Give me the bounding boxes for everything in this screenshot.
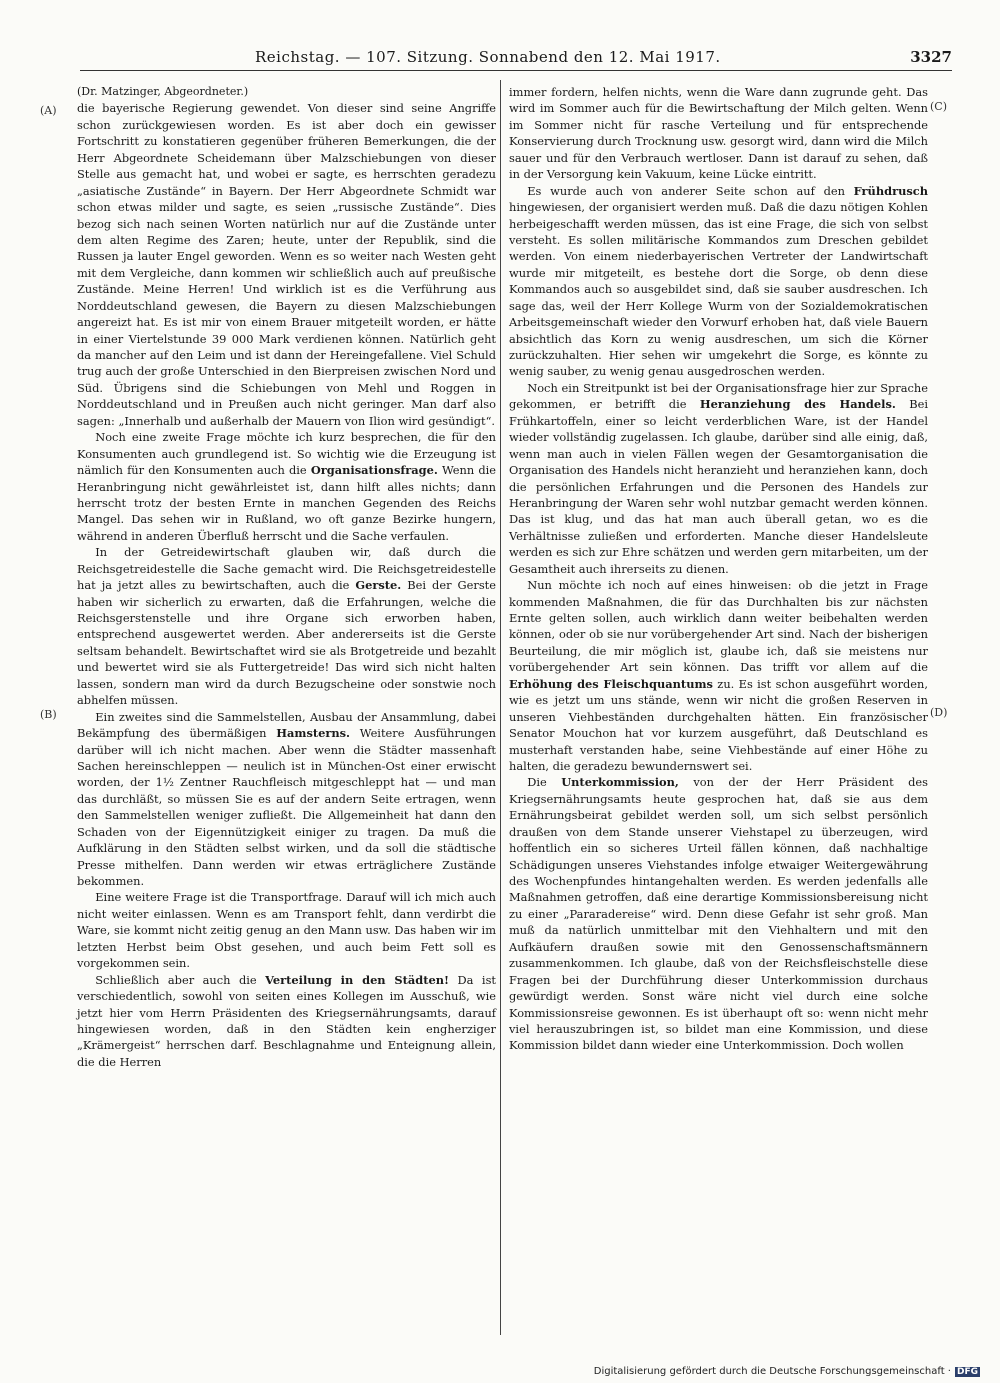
- dfg-logo: DFG: [956, 1367, 978, 1377]
- keyword-fleischquantum: Erhöhung des Fleischquantums: [509, 676, 713, 691]
- margin-mark-c: (C): [930, 100, 947, 113]
- column-divider: [500, 80, 501, 1335]
- paragraph: Noch eine zweite Frage möchte ich kurz besprechen, die für den Konsumenten auch grundlegend ist. So wichtig wie die Erzeugung ist nämlich für den Konsumenten auch die Organisationsfrage. Wenn die Heranbringung nicht gewährleistet ist, dann hilft alles nichts; dann herrscht trotz der besten Ernte in manchen Gegenden des Reichs Mangel. Das sehen wir in Rußland, wo oft ganze Bezirke hungern, während in anderen Überfluß herrscht und die Sache verfaulen.: [77, 430, 497, 543]
- paragraph: Ein zweites sind die Sammelstellen, Ausbau der Ansammlung, dabei Bekämpfung des übermäßigen Hamsterns. Weitere Ausführungen darüber will ich nicht machen. Aber wenn die Städter massenhaft Sachen hereinschleppen — neulich ist in München-Ost einer erwischt worden, der 1½ Zentner Rauchfleisch mitgeschleppt hat — und man das durchläßt, so müssen Sie es auf der andern Seite ertragen, wenn den Sammelstellen weniger zufließt. Die Allgemeinheit hat dann den Schaden von der Eigennützigkeit einiger zu tragen. Da muß die Aufklärung in den Städten selbst wirken, und da soll die städtische Presse mithelfen. Dann werden wir etwas erträglichere Zustände bekommen.: [77, 709, 496, 888]
- paragraph: Noch ein Streitpunkt ist bei der Organisationsfrage hier zur Sprache gekommen, er betrifft die Heranziehung des Handels. Bei Frühkartoffeln, einer so leicht verderblichen Ware, ist der Handel wieder vollständig zugelassen. Ich glaube, darüber sind alle einig, daß, wenn man auch in vielen Fällen wegen der Gesamtorganisation die Organisation des Handels nicht heranzieht und heranziehen kann, doch die persönlichen Erfahrungen und die Personen des Handels zur Heranbringung der Waren sehr wohl nutzbar gemacht werden können. Das ist klug, und das hat man auch überall getan, wo es die Verhältnisse zuließen und erforderten. Manche dieser Handelsleute werden es sich zur Ehre schätzen und werden gern mitarbeiten, um der Gesamtheit auch ihrerseits zu dienen.: [509, 380, 929, 576]
- left-column: [77, 84, 496, 1070]
- margin-mark-b: (B): [40, 708, 57, 721]
- keyword-heranziehung-handel: Heranziehung des Handels.: [699, 397, 896, 412]
- paragraph: die bayerische Regierung gewendet. Von dieser sind seine Angriffe schon zurückgewiesen worden. Es ist aber doch ein gewisser Fortschritt zu konstatieren gegenüber früheren Bemerkungen, die der Herr Abgeordnete Scheidemann über Malzschiebungen von dieser Stelle aus gemacht hat, und wobei er sagte, es herrschten geradezu „asiatische Zustände“ in Bayern. Der Herr Abgeordnete Schmidt war schon etwas milder und sagte, es seien „russische Zustände“. Dies bezog sich nach seinen Worten natürlich nur auf die Zustände unter dem alten Regime des Zaren; heute, unter der Republik, sind die Russen ja lauter Engel geworden. Wenn es so weiter nach Westen geht mit dem Vergleiche, dann kommen wir schließlich auch auf preußische Zustände. Meine Herren! Und wirklich ist es die Verführung aus Norddeutschland gewesen, die Bayern zu diesen Malzschiebungen angereizt hat. Es ist mir von einem Brauer mitgeteilt worden, er hätte in einer Viertelstunde 39 000 Mark verdienen können. Natürlich geht da mancher auf den Leim und ist dann der Hereingefallene. Viel Schuld trug auch der große Unterschied in den Bierpreisen zwischen Nord und Süd. Übrigens sind die Schiebungen von Mehl und Roggen in Norddeutschland und in Preußen auch nicht geringer. Man darf also sagen: „Innerhalb und außerhalb der Mauern von Ilion wird gesündigt“.: [77, 101, 496, 428]
- paragraph: Es wurde auch von anderer Seite schon auf den Frühdrusch hingewiesen, der organisiert werden muß. Daß die dazu nötigen Kohlen herbeigeschafft werden müssen, das ist eine Frage, die sich von selbst versteht. Es sollen militärische Kommandos zum Dreschen gebildet werden. Von einem niederbayerischen Vertreter der Landwirtschaft wurde mir mitgeteilt, es bestehe dort die Sorge, ob denn diese Kommandos auch so ausgebildet sind, daß sie sauber ausdreschen. Ich sage das, weil der Herr Kollege Wurm von der Sozialdemokratischen Arbeitsgemeinschaft wieder den Vorwurf erhoben hat, daß viele Bauern absichtlich das Korn zu wenig ausdreschen, um sich die Körner zurückzuhalten. Hier sehen wir umgekehrt die Sorge, es könnte zu wenig sauber, zu wenig genau ausgedroschen werden.: [509, 183, 928, 379]
- keyword-unterkommission: Unterkommission,: [561, 775, 679, 790]
- page-number: 3327: [910, 48, 952, 66]
- keyword-gerste: Gerste.: [355, 578, 402, 593]
- paragraph: Eine weitere Frage ist die Transportfrage. Darauf will ich mich auch nicht weiter einlassen. Wenn es am Transport fehlt, dann verdirbt die Ware, sie kommt nicht zeitig genug an den Mann usw. Das haben wir im letzten Herbst beim Obst gesehen, und auch beim Fett soll es vorgekommen sein.: [77, 890, 496, 971]
- margin-mark-a: (A): [40, 104, 57, 117]
- keyword-verteilung: Verteilung in den Städten!: [265, 972, 450, 987]
- paragraph: Schließlich aber auch die Verteilung in den Städten! Da ist verschiedentlich, sowohl von seiten eines Kollegen im Ausschuß, wie jetzt hier vom Herrn Präsidenten des Kriegsernährungsamts, darauf hingewiesen worden, daß in den Städten kein engherziger „Krämergeist“ herrschen darf. Beschlagnahme und Enteignung allein, die die Herren: [77, 972, 496, 1069]
- keyword-organisationsfrage: Organisationsfrage.: [310, 463, 438, 478]
- page-header: [80, 44, 952, 71]
- right-column: [509, 84, 928, 1054]
- paragraph: In der Getreidewirtschaft glauben wir, daß durch die Reichsgetreidestelle die Sache gemacht wird. Die Reichsgetreidestelle hat ja jetzt alles zu bewirtschaften, auch die Gerste. Bei der Gerste haben wir sicherlich zu erwarten, daß die Erfahrungen, welche die Reichsgerstenstelle und ihre Organe sich erworben haben, entsprechend ausgewertet werden. Aber andererseits ist die Gerste seltsam behandelt. Bewirtschaftet wird sie als Brotgetreide und bezahlt und bewertet wird sie als Futtergetreide! Das wird sich nicht halten lassen, sondern man wird da durch Bezugscheine oder sonstwie noch abhelfen müssen.: [77, 545, 496, 708]
- footer-text: Digitalisierung gefördert durch die Deutsche Forschungsgemeinschaft ·: [593, 1366, 951, 1377]
- paragraph: immer fordern, helfen nichts, wenn die Ware dann zugrunde geht. Das wird im Sommer auch für die Bewirtschaftung der Milch gelten. Wenn im Sommer nicht für rasche Verteilung und für entsprechende Konservierung durch Trocknung usw. gesorgt wird, dann wird die Milch sauer und für den Verbrauch wertloser. Dann ist darauf zu sehen, daß in der Versorgung kein Vakuum, keine Lücke eintritt.: [509, 85, 928, 182]
- margin-mark-d: (D): [930, 706, 948, 719]
- paragraph: Nun möchte ich noch auf eines hinweisen: ob die jetzt in Frage kommenden Maßnahmen, die für das Durchhalten bis zur nächsten Ernte gelten sollen, auch wirklich dann weiter beibehalten werden können, oder ob sie nur vorübergehender Art sind. Nach der bisherigen Beurteilung, die mir möglich ist, glaube ich, daß sie meistens nur vorübergehender Art sein können. Das trifft vor allem auf die Erhöhung des Fleischquantums zu. Es ist schon ausgeführt worden, wie es jetzt um uns stände, wenn wir nicht die großen Reserven in unseren Viehbeständen durchgehalten hätten. Ein französischer Senator Mouchon hat vor kurzem ausgeführt, daß Deutschland es musterhaft verstanden habe, seine Viehbestände auf einer Höhe zu halten, die geradezu bewundernswert sei.: [509, 578, 929, 773]
- paragraph: Die Unterkommission, von der der Herr Präsident des Kriegsernährungsamts heute gesprochen hat, daß sie aus dem Ernährungsbeirat gebildet werden soll, um sich selbst persönlich draußen von dem Stande unserer Viehstapel zu überzeugen, wird hoffentlich ein so sicheres Urteil fällen können, daß nachhaltige Schädigungen unseres Viehstandes infolge etwaiger Weitergewährung des Wochenpfundes hintangehalten werden. Es werden jedenfalls alle Maßnahmen getroffen, daß eine derartige Kommissionsbereisung nicht zu einer „Pararadereise“ wird. Denn diese Gefahr ist sehr groß. Man muß da natürlich unmittelbar mit den Viehhaltern und mit den Aufkäufern draußen sowie mit den Genossenschaftsmännern zusammenkommen. Ich glaube, daß von der Reichsfleischstelle diese Fragen bei der Durchführung dieser Unterkommission durchaus gewürdigt werden. Sonst wäre nicht viel durch eine solche Kommissionsreise gewonnen. Es ist überhaupt oft so: wenn nicht mehr viel herauszubringen ist, so bildet man eine Kommission, und diese Kommission bildet dann wieder eine Unterkommission. Doch wollen: [509, 775, 928, 1053]
- keyword-hamsterns: Hamsterns.: [276, 726, 351, 741]
- speaker-line: (Dr. Matzinger, Abgeordneter.): [77, 85, 249, 98]
- running-title: Reichstag. — 107. Sitzung. Sonnabend den 12. Mai 1917.: [255, 48, 721, 66]
- footer-credit: [594, 1366, 980, 1377]
- keyword-fruehdrusch: Frühdrusch: [853, 183, 928, 198]
